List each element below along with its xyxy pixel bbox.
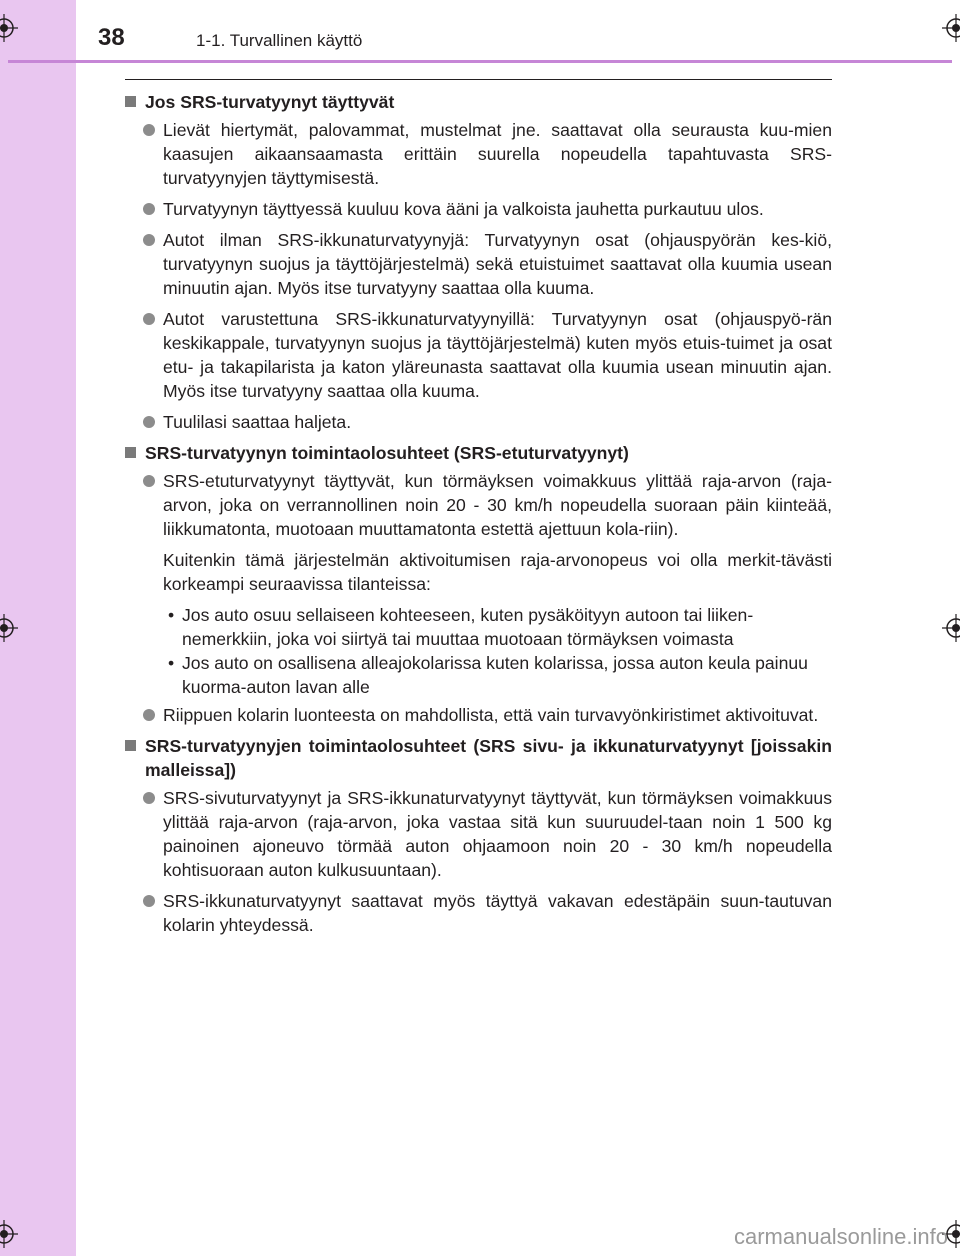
list-item-text: Autot ilman SRS-ikkunaturvatyynyjä: Turvatyynyn osat (ohjauspyörän kes-kiö, turvatyynyn suojus ja täyttöjärjestelmä) sekä etuistuimet saattavat olla kuumia usean minuutin ajan. Myös itse turvatyyny saattaa olla kuuma. — [163, 230, 832, 298]
list-item-text: Lievät hiertymät, palovammat, mustelmat jne. saattavat olla seurausta kuu-mien kaasujen aikaansaamasta erittäin suurella nopeudella tapahtuvasta SRS-turvatyynyjen täyttymisestä. — [163, 120, 832, 188]
sub-list-item — [125, 651, 832, 699]
list-item-text: Autot varustettuna SRS-ikkunaturvatyynyillä: Turvatyynyn osat (ohjauspyö-rän keskikappale, turvatyynyn suojus ja täyttöjärjestelmä) kuten myös etuis-tuimet ja osat etu- ja takapilarista ja katon yläreunasta saattavat olla kuumia usean minuutin ajan. Myös itse turvatyyny saattaa olla kuuma. — [163, 309, 832, 401]
circle-bullet-icon — [143, 203, 155, 215]
square-bullet-icon — [125, 447, 136, 458]
watermark: carmanualsonline.info — [733, 1224, 948, 1249]
square-bullet-icon — [125, 740, 136, 751]
section-heading — [125, 90, 832, 114]
sub-list-item — [125, 603, 832, 651]
circle-bullet-icon — [143, 416, 155, 428]
list-item-text: SRS-sivuturvatyynyt ja SRS-ikkunaturvatyynyt täyttyvät, kun törmäyksen voimakkuus ylittää raja-arvon (raja-arvon, joka vastaa sitä kun suuruudel-taan noin 1 500 kg painoinen ajoneuvo törmää auton ohjaamoon noin 20 - 30 km/h nopeudella kohtisuoraan auton kulkusuuntaan). — [163, 788, 832, 880]
list-item — [125, 228, 832, 300]
page-number: 38 — [98, 24, 125, 51]
registration-mark-icon — [942, 14, 960, 42]
sub-bullet-icon: • — [168, 653, 175, 673]
sub-bullet-icon: • — [168, 605, 175, 625]
registration-mark-icon — [942, 614, 960, 642]
circle-bullet-icon — [143, 475, 155, 487]
list-item-text: Riippuen kolarin luonteesta on mahdollista, että vain turvavyönkiristimet aktivoituvat. — [163, 705, 819, 725]
registration-mark-icon — [0, 14, 18, 42]
list-item-text: SRS-etuturvatyynyt täyttyvät, kun törmäyksen voimakkuus ylittää raja-arvon (raja-arvon, joka on verrannollinen noin 20 - 30 km/h nopeudella suoraan päin kiinteää, liikkumatonta, muotoaan muuttamatonta estettä ajettuun kola-riin). — [163, 471, 832, 539]
section-heading — [125, 734, 832, 782]
section-title: 1-1. Turvallinen käyttö — [196, 31, 363, 50]
circle-bullet-icon — [143, 709, 155, 721]
list-item — [125, 410, 832, 434]
sub-list-item-text: Jos auto osuu sellaiseen kohteeseen, kuten pysäköityyn autoon tai liiken-nemerkkiin, joka voi siirtyä tai muuttaa muotoaan törmäyksen voimasta — [182, 605, 754, 649]
list-item-text: Turvatyynyn täyttyessä kuuluu kova ääni ja valkoista jauhetta purkautuu ulos. — [163, 199, 764, 219]
heading-text: SRS-turvatyynyn toimintaolosuhteet (SRS-etuturvatyynyt) — [145, 443, 629, 463]
list-item-text: SRS-ikkunaturvatyynyt saattavat myös täyttyä vakavan edestäpäin suun-tautuvan kolarin yhteydessä. — [163, 891, 832, 935]
list-item-text: Tuulilasi saattaa haljeta. — [163, 412, 352, 432]
circle-bullet-icon — [143, 792, 155, 804]
circle-bullet-icon — [143, 124, 155, 136]
paragraph: Kuitenkin tämä järjestelmän aktivoitumisen raja-arvonopeus voi olla merkit-tävästi korkeampi seuraavissa tilanteissa: — [163, 550, 832, 594]
list-item — [125, 786, 832, 882]
header-rule — [8, 60, 952, 63]
section-heading — [125, 441, 832, 465]
circle-bullet-icon — [143, 895, 155, 907]
list-item — [125, 307, 832, 403]
list-item — [125, 469, 832, 541]
registration-mark-icon — [0, 614, 18, 642]
content-divider — [125, 79, 832, 80]
heading-text: Jos SRS-turvatyynyt täyttyvät — [145, 92, 395, 112]
square-bullet-icon — [125, 96, 136, 107]
list-item — [125, 118, 832, 190]
list-item — [125, 889, 832, 937]
sub-list-item-text: Jos auto on osallisena alleajokolarissa kuten kolarissa, jossa auton keula painuu kuorma-auton lavan alle — [182, 653, 808, 697]
circle-bullet-icon — [143, 313, 155, 325]
registration-mark-icon — [0, 1220, 18, 1248]
list-item — [125, 197, 832, 221]
heading-text: SRS-turvatyynyjen toimintaolosuhteet (SRS sivu- ja ikkunaturvatyynyt [joissakin malleissa]) — [145, 736, 832, 780]
list-item — [125, 703, 832, 727]
circle-bullet-icon — [143, 234, 155, 246]
page-content — [125, 90, 832, 944]
